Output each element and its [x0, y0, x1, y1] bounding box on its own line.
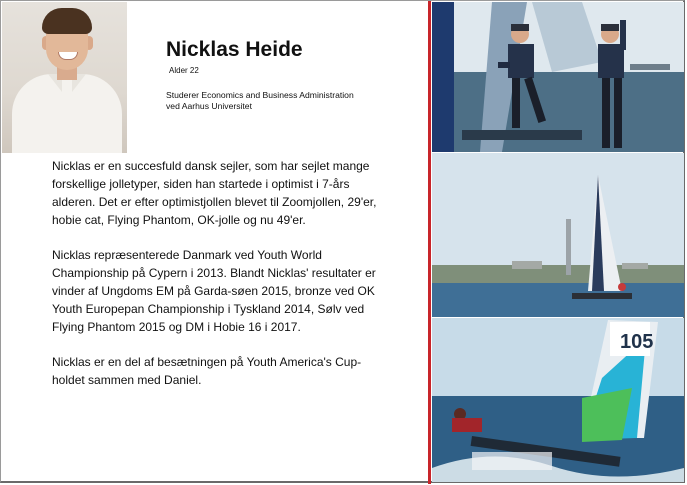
- profile-name: Nicklas Heide: [166, 38, 303, 61]
- portrait-photo: [2, 2, 127, 153]
- accent-divider: [428, 1, 431, 484]
- photo-catamaran-racing: [432, 318, 684, 482]
- photo-sailors-celebrating: [432, 2, 684, 152]
- profile-education: [166, 90, 354, 111]
- bio-paragraph-2: Nicklas repræsenterede Danmark ved Youth World Championship på Cypern i 2013. Blandt Nicklas' resultater er vinder af Ungdoms EM på Garda-søen 2015, bronze ved OK Youth Europepan Championship i Tyskland 2014, Sølv ved Flying Phantom 2015 og DM i Hobie 16 i 2017.: [52, 248, 376, 334]
- education-line-2: ved Aarhus Universitet: [166, 100, 252, 111]
- sail-number: 105: [620, 331, 654, 353]
- bio-paragraph-3: Nicklas er en del af besætningen på Youth America's Cup-holdet sammen med Daniel.: [52, 355, 362, 387]
- profile-age: Alder 22: [169, 66, 199, 75]
- bio-paragraph-1: Nicklas er en succesfuld dansk sejler, som har sejlet mange forskellige jolletyper, siden han startede i optimist i 7-års alderen. Det er efter optimistjollen blevet til Zoomjollen, 29'er, hobie cat, Flying Phantom, OK-jolle og nu 49'er.: [52, 159, 377, 227]
- education-line-1: Studerer Economics and Business Administration: [166, 90, 354, 100]
- photo-catamaran-coast: [432, 153, 684, 317]
- biography-text: [52, 157, 377, 406]
